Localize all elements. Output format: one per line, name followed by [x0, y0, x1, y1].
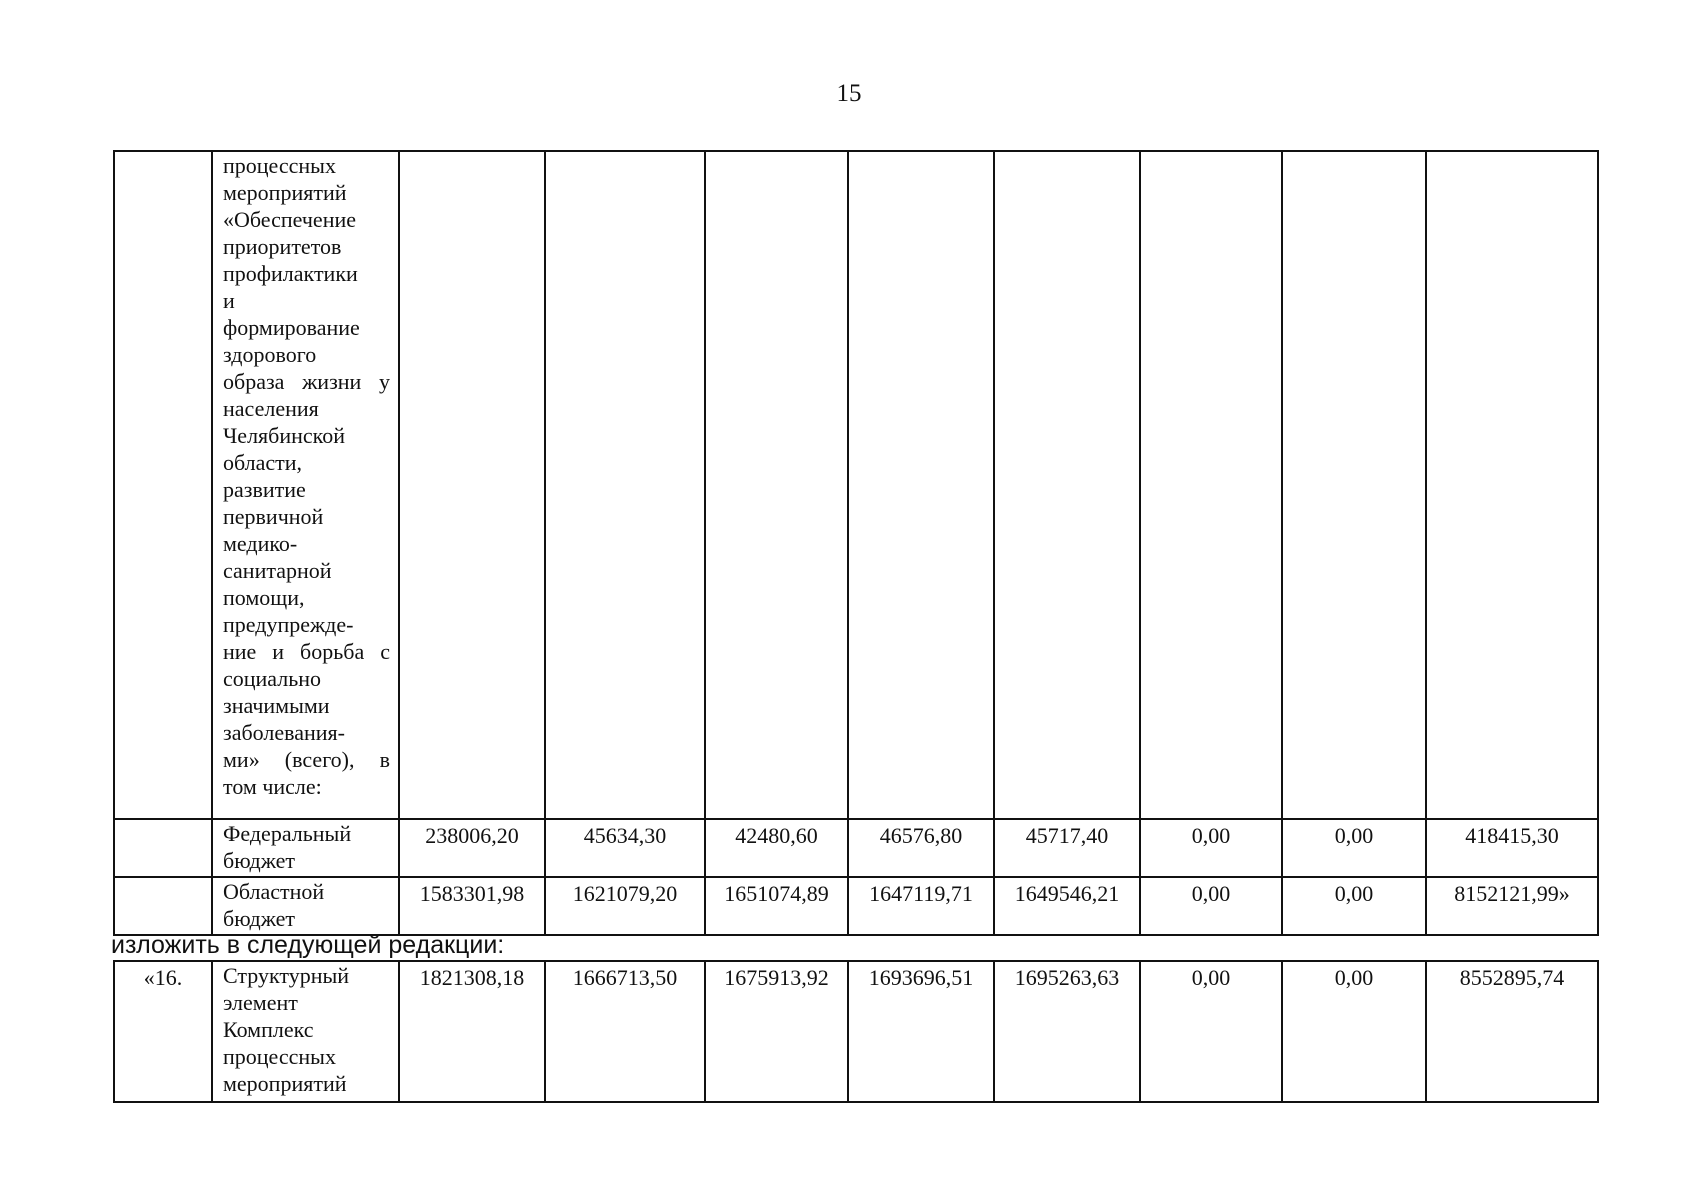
row-name-line: населения — [223, 396, 319, 421]
row-name-line: помощи, — [223, 585, 305, 610]
table-row — [114, 877, 1598, 935]
value-cell: 418415,30 — [1426, 819, 1598, 877]
row-number-cell — [114, 151, 212, 819]
value-cell — [545, 151, 705, 819]
value-cell: 0,00 — [1282, 877, 1426, 935]
row-name-line: здорового — [223, 342, 317, 367]
value-cell: 1821308,18 — [399, 961, 545, 1102]
value-cell: 45634,30 — [545, 819, 705, 877]
value-cell: 0,00 — [1282, 819, 1426, 877]
row-name-line: заболевания- — [223, 720, 345, 745]
row-name-line: предупрежде- — [223, 612, 354, 637]
value-cell — [1140, 151, 1282, 819]
value-cell — [399, 151, 545, 819]
row-name-line: процессных — [223, 153, 336, 178]
row-name-line: первичной — [223, 504, 324, 529]
row-number-cell: «16. — [114, 961, 212, 1102]
value-cell: 1649546,21 — [994, 877, 1140, 935]
value-cell: 8552895,74 — [1426, 961, 1598, 1102]
value-cell: 1675913,92 — [705, 961, 848, 1102]
value-cell: 1693696,51 — [848, 961, 994, 1102]
row-name-line: санитарной — [223, 558, 332, 583]
value-cell: 0,00 — [1282, 961, 1426, 1102]
row-name-line: процессных — [223, 1044, 336, 1069]
table-row — [114, 961, 1598, 1102]
value-cell — [848, 151, 994, 819]
row-name-cell — [212, 819, 399, 877]
row-name-line: Структурный — [223, 963, 350, 988]
value-cell: 1695263,63 — [994, 961, 1140, 1102]
value-cell: 238006,20 — [399, 819, 545, 877]
row-name-line: бюджет — [223, 906, 295, 931]
row-name-line: мероприятий — [223, 1071, 347, 1096]
value-cell: 0,00 — [1140, 961, 1282, 1102]
value-cell — [994, 151, 1140, 819]
value-cell — [705, 151, 848, 819]
row-name-line: развитие — [223, 477, 306, 502]
row-name-cell — [212, 877, 399, 935]
value-cell: 8152121,99» — [1426, 877, 1598, 935]
row-name-line: «Обеспечение — [223, 207, 356, 232]
row-name-cell — [212, 961, 399, 1102]
value-cell: 45717,40 — [994, 819, 1140, 877]
value-cell: 1621079,20 — [545, 877, 705, 935]
row-name-line: Федеральный — [223, 821, 352, 846]
row-number-cell — [114, 819, 212, 877]
table-row — [114, 151, 1598, 819]
value-cell: 1647119,71 — [848, 877, 994, 935]
value-cell: 0,00 — [1140, 877, 1282, 935]
row-name-line: ние и борьба с — [223, 639, 390, 664]
value-cell — [1426, 151, 1598, 819]
value-cell: 46576,80 — [848, 819, 994, 877]
financing-table-top — [113, 150, 1599, 936]
row-name-line: медико- — [223, 531, 298, 556]
row-name-cell — [212, 151, 399, 819]
row-name-line: области, — [223, 450, 303, 475]
row-name-line: ми» (всего), в — [223, 747, 390, 772]
row-name-line: значимыми — [223, 693, 330, 718]
row-name-line: образа жизни у — [223, 369, 390, 394]
row-name-line: том числе: — [223, 774, 322, 799]
value-cell: 0,00 — [1140, 819, 1282, 877]
row-name-line: Челябинской — [223, 423, 346, 448]
row-name-line: приоритетов — [223, 234, 342, 259]
row-name-line: Областной — [223, 879, 325, 904]
value-cell: 1651074,89 — [705, 877, 848, 935]
value-cell — [1282, 151, 1426, 819]
row-name-line: мероприятий — [223, 180, 347, 205]
row-name-line: социально — [223, 666, 322, 691]
value-cell: 42480,60 — [705, 819, 848, 877]
row-name-line: и — [223, 288, 235, 313]
row-name-line: Комплекс — [223, 1017, 314, 1042]
financing-table-bottom — [113, 960, 1599, 1103]
row-name-line: бюджет — [223, 848, 295, 873]
row-name-line: элемент — [223, 990, 298, 1015]
row-number-cell — [114, 877, 212, 935]
table-row — [114, 819, 1598, 877]
value-cell: 1583301,98 — [399, 877, 545, 935]
value-cell: 1666713,50 — [545, 961, 705, 1102]
instruction-text: изложить в следующей редакции: — [111, 931, 505, 959]
row-name-line: формирование — [223, 315, 360, 340]
page-number: 15 — [836, 80, 862, 107]
row-name-line: профилактики — [223, 261, 358, 286]
